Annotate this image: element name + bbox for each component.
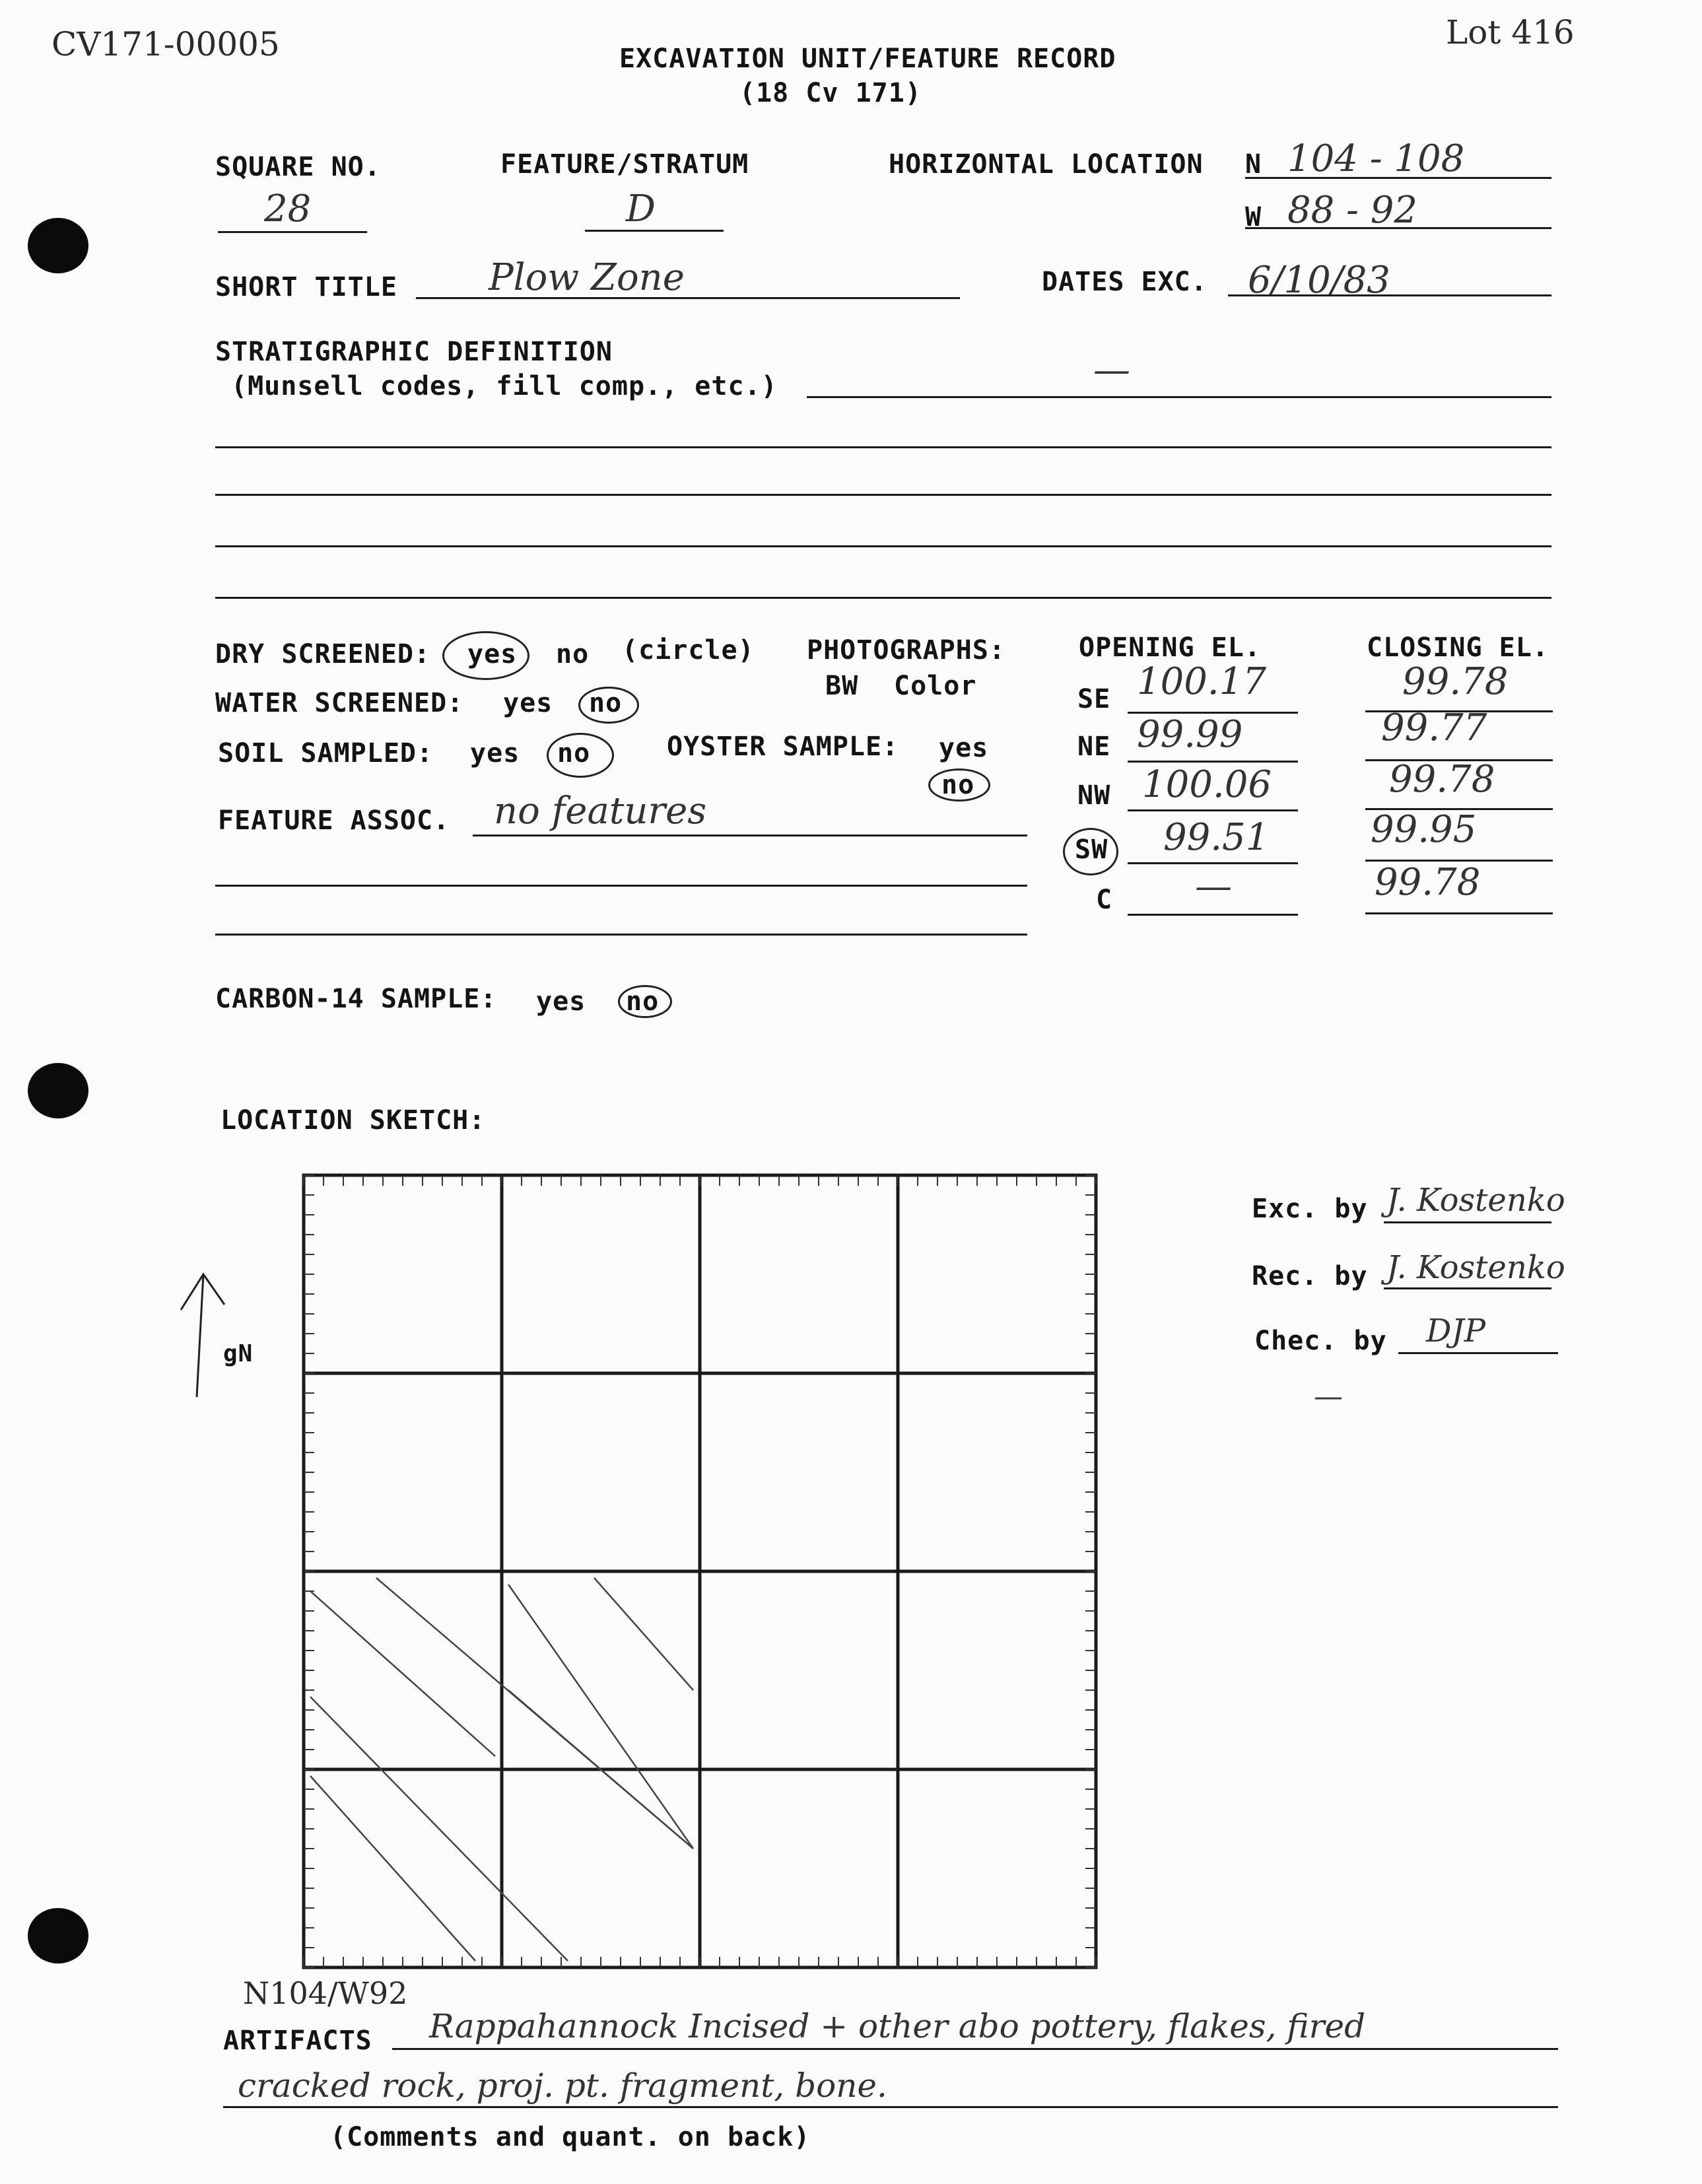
chec-by-label: Chec. by [1254, 1326, 1387, 1356]
strat-value[interactable]: — [1093, 349, 1130, 392]
horizontal-location-label: HORIZONTAL LOCATION [889, 149, 1204, 180]
opening-el-label: OPENING EL. [1079, 632, 1261, 663]
artifacts-footer: (Comments and quant. on back) [330, 2122, 811, 2152]
n-prefix: N [1245, 149, 1262, 180]
soil-no-circle [547, 733, 614, 778]
oyster-yes[interactable]: yes [939, 733, 989, 763]
feature-stratum-label: FEATURE/STRATUM [500, 149, 749, 180]
soil-sampled-label: SOIL SAMPLED: [218, 738, 434, 768]
el-opening-c[interactable]: — [1195, 865, 1232, 908]
el-corner-ne: NE [1077, 732, 1111, 762]
carbon-yes[interactable]: yes [536, 986, 586, 1017]
binder-hole-top [28, 218, 88, 273]
strat-label: STRATIGRAPHIC DEFINITION [215, 337, 613, 367]
dry-no[interactable]: no [556, 639, 590, 669]
binder-hole-middle [28, 1063, 88, 1118]
sketch-corner-note: N104/W92 [243, 1975, 408, 2011]
water-no-circle [578, 687, 639, 724]
el-corner-c: C [1096, 885, 1113, 915]
el-opening-ne[interactable]: 99.99 [1137, 713, 1243, 756]
oyster-no[interactable]: no [941, 770, 975, 800]
carbon-no[interactable]: no [626, 986, 660, 1017]
water-no[interactable]: no [589, 688, 623, 718]
artifacts-label: ARTIFACTS [223, 2026, 372, 2056]
lot-number: Lot 416 [1446, 13, 1575, 51]
circle-note: (circle) [622, 635, 755, 665]
short-title-label: SHORT TITLE [215, 272, 397, 302]
w-prefix: W [1245, 202, 1262, 232]
el-closing-nw[interactable]: 99.78 [1389, 758, 1495, 801]
square-no-value[interactable]: 28 [264, 188, 312, 230]
dry-screened-label: DRY SCREENED: [215, 639, 431, 669]
north-label: gN [223, 1340, 254, 1367]
oyster-no-circle [928, 768, 990, 802]
el-corner-nw: NW [1077, 780, 1111, 811]
north-arrow-icon [172, 1268, 254, 1400]
sw-corner-circle [1063, 828, 1118, 875]
exc-by-label: Exc. by [1252, 1194, 1368, 1224]
carbon-14-label: CARBON-14 SAMPLE: [215, 984, 497, 1014]
artifacts-line-1[interactable]: Rappahannock Incised + other abo pottery, flakes, fired [429, 2007, 1366, 2045]
soil-yes[interactable]: yes [470, 738, 520, 768]
exc-by-value[interactable]: J. Kostenko [1386, 1182, 1565, 1219]
feature-assoc-value[interactable]: no features [494, 790, 707, 833]
artifacts-line-2[interactable]: cracked rock, proj. pt. fragment, bone. [238, 2066, 887, 2105]
chec-by-value[interactable]: DJP [1426, 1313, 1486, 1349]
strat-sub-label: (Munsell codes, fill comp., etc.) [231, 371, 778, 401]
el-corner-se: SE [1077, 684, 1111, 714]
dry-yes-circle [442, 631, 529, 680]
dry-yes[interactable]: yes [467, 639, 518, 669]
el-corner-sw: SW [1075, 835, 1108, 865]
feature-assoc-label: FEATURE ASSOC. [218, 805, 450, 836]
square-no-label: SQUARE NO. [215, 152, 381, 182]
catalog-id: CV171-00005 [51, 25, 280, 63]
el-opening-se[interactable]: 100.17 [1137, 660, 1266, 703]
location-sketch-label: LOCATION SKETCH: [221, 1105, 486, 1136]
el-opening-sw[interactable]: 99.51 [1163, 816, 1270, 859]
water-yes[interactable]: yes [503, 688, 553, 718]
photographs-label: PHOTOGRAPHS: [807, 635, 1005, 665]
location-sketch-grid [290, 1162, 1109, 1981]
n-coordinates[interactable]: 104 - 108 [1287, 137, 1465, 180]
short-title-value[interactable]: Plow Zone [489, 256, 685, 299]
el-closing-ne[interactable]: 99.77 [1381, 706, 1487, 749]
binder-hole-bottom [28, 1908, 88, 1963]
feature-stratum-value[interactable]: D [626, 188, 656, 230]
el-opening-nw[interactable]: 100.06 [1142, 763, 1272, 806]
closing-el-label: CLOSING EL. [1367, 632, 1549, 663]
w-coordinates[interactable]: 88 - 92 [1287, 189, 1418, 232]
soil-no[interactable]: no [557, 738, 591, 768]
oyster-sample-label: OYSTER SAMPLE: [667, 732, 899, 762]
rec-by-value[interactable]: J. Kostenko [1386, 1249, 1565, 1286]
dates-exc-label: DATES EXC. [1042, 267, 1208, 297]
el-closing-sw[interactable]: 99.95 [1371, 808, 1477, 851]
dates-exc-value[interactable]: 6/10/83 [1248, 259, 1390, 302]
carbon-no-circle [618, 985, 672, 1018]
staff-dash: — [1314, 1380, 1343, 1414]
photo-bw[interactable]: BW [825, 671, 859, 701]
el-closing-c[interactable]: 99.78 [1375, 861, 1481, 904]
el-closing-se[interactable]: 99.78 [1402, 660, 1509, 703]
rec-by-label: Rec. by [1252, 1261, 1368, 1291]
form-title: EXCAVATION UNIT/FEATURE RECORD [619, 44, 1116, 74]
photo-color[interactable]: Color [894, 671, 977, 701]
water-screened-label: WATER SCREENED: [215, 688, 464, 718]
site-number: (18 Cv 171) [739, 78, 922, 108]
